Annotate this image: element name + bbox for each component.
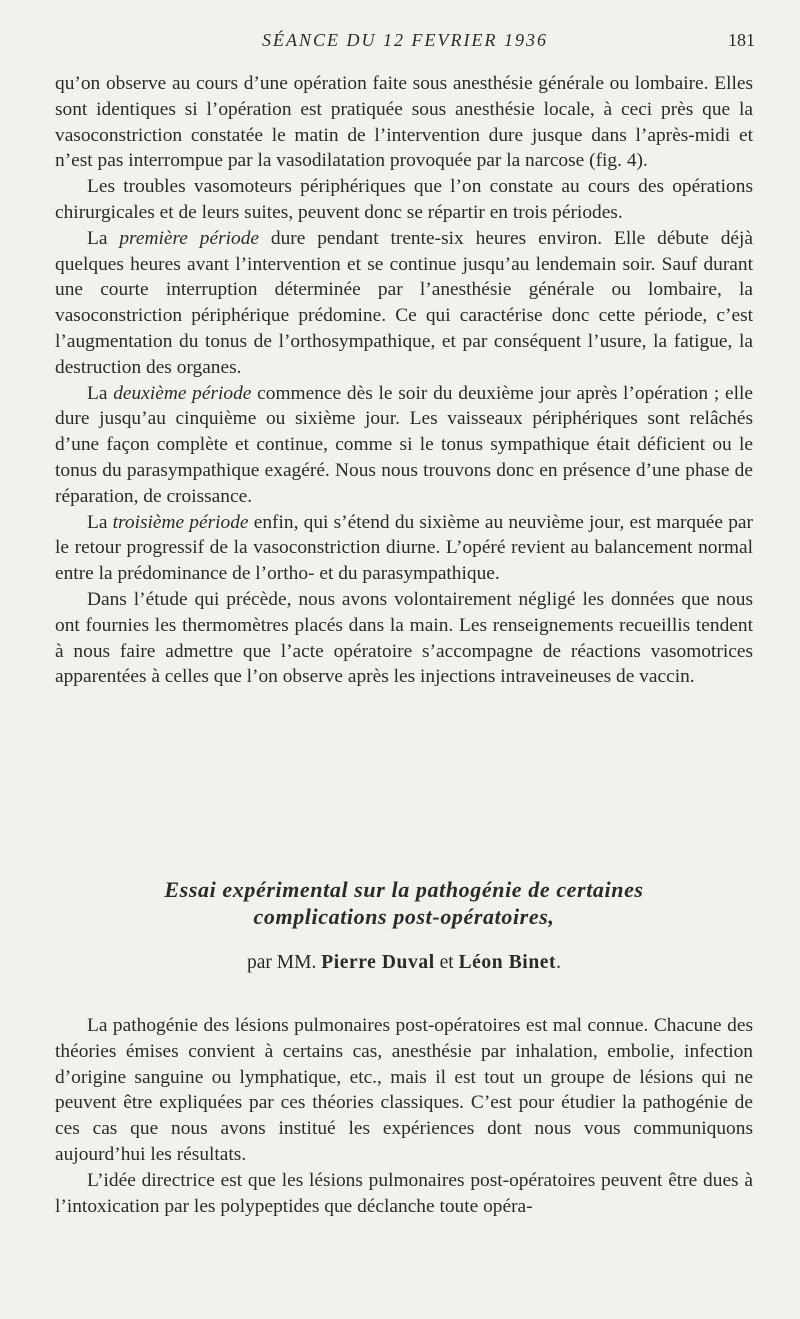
article-title xyxy=(55,876,753,930)
p4-text: commence dès le soir du deuxième jour après l’opération ; elle dure jusqu’au cinquième ou sixième jour. Les vaisseaux périphériques sont relâchés d’une façon complète et continue, comme si le tonus sympathique était déficient ou le tonus du parasympathique exagéré. Nous nous trouvons donc en présence d’une phase de réparation, de croissance. xyxy=(55,382,753,507)
byline xyxy=(55,952,753,974)
section-vasomotor xyxy=(55,71,753,690)
page-header xyxy=(55,30,755,58)
paragraph-5 xyxy=(55,510,753,587)
section-article-body xyxy=(55,1013,753,1219)
author-2: Léon Binet xyxy=(458,952,557,973)
third-period-term: troisième période xyxy=(112,511,249,533)
paragraph-3 xyxy=(55,226,753,381)
second-period-term: deuxième période xyxy=(113,382,252,404)
byline-prefix: par MM. xyxy=(247,952,322,973)
author-1: Pierre Duval xyxy=(321,952,435,973)
page-number: 181 xyxy=(728,30,755,50)
p4-lead: La xyxy=(87,382,114,404)
paragraph-8: L’idée directrice est que les lésions pulmonaires post-opératoires peuvent être dues à l’intoxication par les polypeptides que déclanche toute opéra- xyxy=(55,1169,753,1217)
paragraph-7: La pathogénie des lésions pulmonaires post-opératoires est mal connue. Chacune des théories émises convient à certains cas, anesthésie par inhalation, embolie, infection d’origine sanguine ou lymphatique, etc., mais il est tout un groupe de lésions qui ne peuvent être expliquées par ces théories classiques. C’est pour étudier la pathogénie de ces cas que nous avons institué les expériences dont nous vous communiquons aujourd’hui les résultats. xyxy=(55,1015,753,1165)
p5-lead: La xyxy=(87,511,113,533)
paragraph-2: Les troubles vasomoteurs périphériques que l’on constate au cours des opérations chirurgicales et de leurs suites, peuvent donc se répartir en trois périodes. xyxy=(55,176,753,223)
running-head: SÉANCE DU 12 FEVRIER 1936 xyxy=(262,30,548,50)
first-period-term: première période xyxy=(119,227,260,249)
p3-text: dure pendant trente-six heures environ. Elle débute déjà quelques heures avant l’intervention et se continue jusqu’au lendemain soir. Sauf durant une courte interruption déterminée par l’anesthésie générale ou lombaire, la vasoconstriction périphérique prédomine. Ce qui caractérise donc cette période, c’est l’augmentation du tonus de l’orthosympathique, et par conséquent l’usure, la fatigue, la destruction des organes. xyxy=(55,227,753,378)
article-title-line-1: Essai expérimental sur la pathogénie de certaines xyxy=(164,877,644,902)
paragraph-4 xyxy=(55,381,753,510)
byline-and: et xyxy=(434,952,459,973)
article-title-line-2: complications post-opératoires, xyxy=(253,904,555,929)
p3-lead: La xyxy=(87,227,120,249)
paragraph-6: Dans l’étude qui précède, nous avons volontairement négligé les données que nous ont fournies les thermomètres placés dans la main. Les renseignements recueillis tendent à nous faire admettre que l’acte opératoire s’accompagne de réactions vasomotrices apparentées à celles que l’on observe après les injections intraveineuses de vaccin. xyxy=(55,588,753,688)
p5-text: enfin, qui s’étend du sixième au neuvième jour, est marquée par le retour progressif de la vasoconstriction diurne. L’opéré revient au balancement normal entre la prédominance de l’ortho- et du parasympathique. xyxy=(55,511,753,585)
paragraph-1: qu’on observe au cours d’une opération faite sous anesthésie générale ou lombaire. Elles sont identiques si l’opération est pratiquée sous anesthésie locale, à ceci près que la vasoconstriction constatée le matin de l’intervention dure jusque dans l’après-midi et n’est pas interrompue par la vasodilatation provoquée par la narcose (fig. 4). xyxy=(55,73,753,172)
byline-suffix: . xyxy=(556,952,561,973)
